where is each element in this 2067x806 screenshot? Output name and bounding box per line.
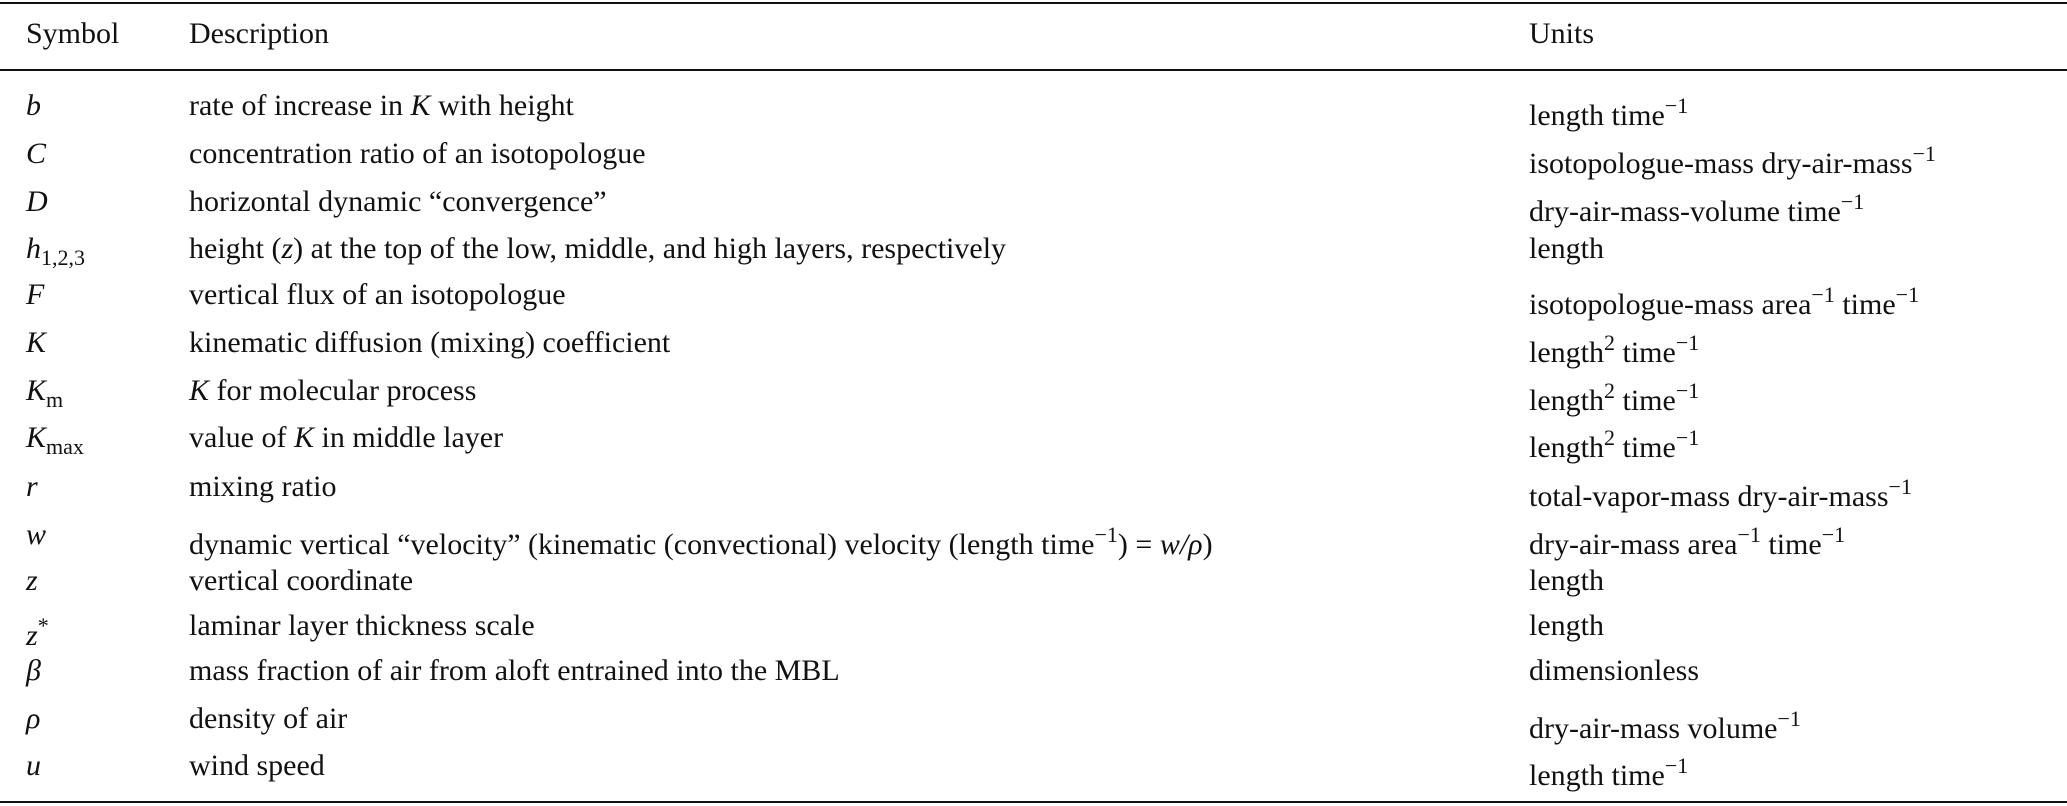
table-row bbox=[0, 368, 2067, 417]
description-cell: laminar layer thickness scale bbox=[189, 609, 535, 642]
units-cell: length$^2$ time$^{-1}$ bbox=[1529, 330, 1700, 369]
symbol-cell: $h_{1,2,3}$ bbox=[26, 232, 85, 270]
symbol-cell: w bbox=[26, 518, 47, 551]
table-row bbox=[0, 131, 2067, 180]
header-symbol: Symbol bbox=[26, 17, 120, 50]
symbol-cell: z bbox=[26, 564, 38, 597]
symbol-cell: ρ bbox=[26, 702, 41, 735]
description-cell: mass fraction of air from aloft entrained into the MBL bbox=[189, 654, 840, 687]
description-cell: value of K in middle layer bbox=[189, 421, 504, 454]
symbol-cell: $K_{max}$ bbox=[26, 421, 84, 459]
description-cell: height (z) at the top of the low, middle, and high layers, respectively bbox=[189, 232, 1007, 265]
table-row bbox=[0, 415, 2067, 464]
units-cell: dimensionless bbox=[1529, 654, 1699, 687]
description-cell: wind speed bbox=[189, 749, 325, 782]
top-rule bbox=[0, 2, 2067, 4]
table-row bbox=[0, 558, 2067, 603]
description-cell: vertical coordinate bbox=[189, 564, 414, 597]
units-cell: dry-air-mass volume$^{-1}$ bbox=[1529, 706, 1801, 745]
symbol-cell: $K_m$ bbox=[26, 374, 64, 412]
units-cell: length time$^{-1}$ bbox=[1529, 753, 1689, 792]
table-row bbox=[0, 272, 2067, 321]
symbol-cell: z* bbox=[26, 613, 49, 652]
table-row bbox=[0, 512, 2067, 561]
table-row bbox=[0, 603, 2067, 652]
description-cell: K for molecular process bbox=[189, 374, 477, 407]
bottom-rule bbox=[0, 801, 2067, 803]
units-cell: length bbox=[1529, 232, 1604, 265]
description-cell: kinematic diffusion (mixing) coefficient bbox=[189, 326, 671, 359]
table-row bbox=[0, 696, 2067, 745]
description-cell: horizontal dynamic “convergence” bbox=[189, 185, 607, 218]
units-cell: length$^2$ time$^{-1}$ bbox=[1529, 378, 1700, 417]
table-row bbox=[0, 464, 2067, 513]
units-cell: length bbox=[1529, 564, 1604, 597]
description-cell: concentration ratio of an isotopologue bbox=[189, 137, 646, 170]
units-cell: isotopologue-mass dry-air-mass$^{-1}$ bbox=[1529, 141, 1936, 180]
units-cell: length time$^{-1}$ bbox=[1529, 93, 1689, 132]
symbol-cell: C bbox=[26, 137, 47, 170]
units-cell: dry-air-mass-volume time$^{-1}$ bbox=[1529, 189, 1865, 228]
table-row bbox=[0, 320, 2067, 369]
description-cell: rate of increase in K with height bbox=[189, 89, 574, 122]
header-rule bbox=[0, 69, 2067, 71]
description-cell: dynamic vertical “velocity” (kinematic (convectional) velocity (length time$^{-1}$) = w/ρ) bbox=[189, 522, 1213, 561]
description-cell: vertical flux of an isotopologue bbox=[189, 278, 566, 311]
table-row bbox=[0, 226, 2067, 271]
header-units: Units bbox=[1529, 17, 1595, 50]
units-cell: total-vapor-mass dry-air-mass$^{-1}$ bbox=[1529, 474, 1912, 513]
units-cell: dry-air-mass area$^{-1}$ time$^{-1}$ bbox=[1529, 522, 1846, 561]
symbol-cell: u bbox=[26, 749, 41, 782]
units-cell: isotopologue-mass area$^{-1}$ time$^{-1}$ bbox=[1529, 282, 1920, 321]
units-cell: length bbox=[1529, 609, 1604, 642]
symbol-cell: b bbox=[26, 89, 41, 122]
table-row bbox=[0, 179, 2067, 228]
symbol-cell: K bbox=[26, 326, 47, 359]
symbol-cell: β bbox=[26, 654, 41, 687]
table-row bbox=[0, 743, 2067, 792]
symbol-cell: D bbox=[26, 185, 48, 218]
symbol-cell: F bbox=[26, 278, 45, 311]
units-cell: length$^2$ time$^{-1}$ bbox=[1529, 425, 1700, 464]
table-row bbox=[0, 648, 2067, 693]
header-description: Description bbox=[189, 17, 329, 50]
description-cell: density of air bbox=[189, 702, 348, 735]
table-row bbox=[0, 83, 2067, 132]
symbol-cell: r bbox=[26, 470, 38, 503]
description-cell: mixing ratio bbox=[189, 470, 337, 503]
